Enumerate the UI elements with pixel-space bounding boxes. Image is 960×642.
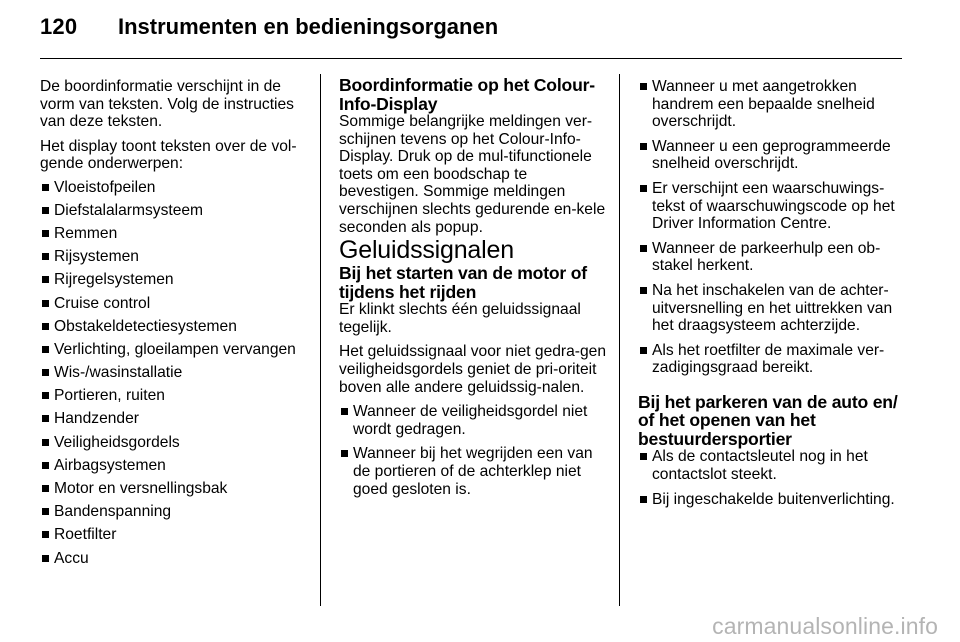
seatbelt-priority-paragraph: Het geluidssignaal voor niet gedra-gen veiligheidsgordels geniet de pri-oriteit boven alle andere geluidssig-nalen. — [339, 343, 606, 396]
column-2 — [339, 76, 609, 498]
list-item: Roetfilter — [40, 526, 310, 544]
list-item: Accu — [40, 550, 310, 568]
list-item: Airbagsystemen — [40, 457, 310, 475]
list-item: Na het inschakelen van de achter-uitversnelling en het uittrekken van het draagsysteem achterzijde. — [638, 282, 906, 335]
list-item: Wanneer bij het wegrijden een van de portieren of de achterklep niet goed gesloten is. — [339, 445, 609, 498]
column-1 — [40, 78, 310, 567]
page-number: 120 — [40, 14, 78, 39]
list-item: Als het roetfilter de maximale ver-zadigingsgraad bereikt. — [638, 342, 906, 377]
topics-list — [40, 179, 310, 568]
header-rule — [40, 58, 902, 59]
list-item: Wis-/wasinstallatie — [40, 364, 310, 382]
parking-signal-list — [638, 448, 906, 508]
list-item: Vloeistofpeilen — [40, 179, 310, 197]
list-item: Portieren, ruiten — [40, 387, 310, 405]
topics-intro-paragraph: Het display toont teksten over de vol-gende onderwerpen: — [40, 137, 297, 173]
list-item: Obstakeldetectiesystemen — [40, 318, 310, 336]
column-3 — [638, 78, 906, 508]
heading-colour-info-display: Boordinformatie op het Colour-Info-Display — [339, 75, 595, 114]
single-signal-paragraph: Er klinkt slechts één geluidssignaal tegelijk. — [339, 301, 581, 336]
list-item: Er verschijnt een waarschuwings-tekst of waarschuwingscode op het Driver Information Centre. — [638, 180, 906, 233]
list-item: Wanneer u met aangetrokken handrem een bepaalde snelheid overschrijdt. — [638, 78, 906, 131]
column-divider-right — [619, 74, 620, 606]
list-item: Motor en versnellingsbak — [40, 480, 310, 498]
colour-info-paragraph: Sommige belangrijke meldingen ver-schijnen tevens op het Colour-Info-Display. Druk op de mul-tifunctionele toets om een boodschap te bevestigen. Sommige meldingen verschijnen slechts gedurende en-kele seconden als popup. — [339, 113, 606, 236]
list-item: Bandenspanning — [40, 503, 310, 521]
list-item: Handzender — [40, 410, 310, 428]
list-item: Wanneer u een geprogrammeerde snelheid overschrijdt. — [638, 138, 906, 173]
watermark: carmanualsonline.info — [712, 613, 938, 639]
list-item: Bij ingeschakelde buitenverlichting. — [638, 491, 906, 509]
list-item: Wanneer de parkeerhulp een ob-stakel herkent. — [638, 240, 906, 275]
intro-paragraph: De boordinformatie verschijnt in de vorm van teksten. Volg de instructies van deze teksten. — [40, 78, 294, 131]
list-item: Wanneer de veiligheidsgordel niet wordt gedragen. — [339, 403, 609, 438]
heading-parking: Bij het parkeren van de auto en/ of het openen van het bestuurdersportier — [638, 391, 898, 449]
column-divider-left — [320, 74, 321, 606]
list-item: Diefstalalarmsysteem — [40, 202, 310, 220]
list-item: Verlichting, gloeilampen vervangen — [40, 341, 310, 359]
list-item: Rijregelsystemen — [40, 271, 310, 289]
list-item: Cruise control — [40, 295, 310, 313]
more-signal-list — [638, 78, 906, 377]
page-title: Instrumenten en bedieningsorganen — [118, 14, 499, 39]
list-item: Remmen — [40, 225, 310, 243]
driving-signal-list — [339, 403, 609, 498]
list-item: Rijsystemen — [40, 248, 310, 266]
heading-geluidssignalen: Geluidssignalen — [339, 236, 514, 265]
list-item: Als de contactsleutel nog in het contactslot steekt. — [638, 448, 906, 483]
heading-starting-driving: Bij het starten van de motor of tijdens het rijden — [339, 263, 587, 302]
list-item: Veiligheidsgordels — [40, 434, 310, 452]
